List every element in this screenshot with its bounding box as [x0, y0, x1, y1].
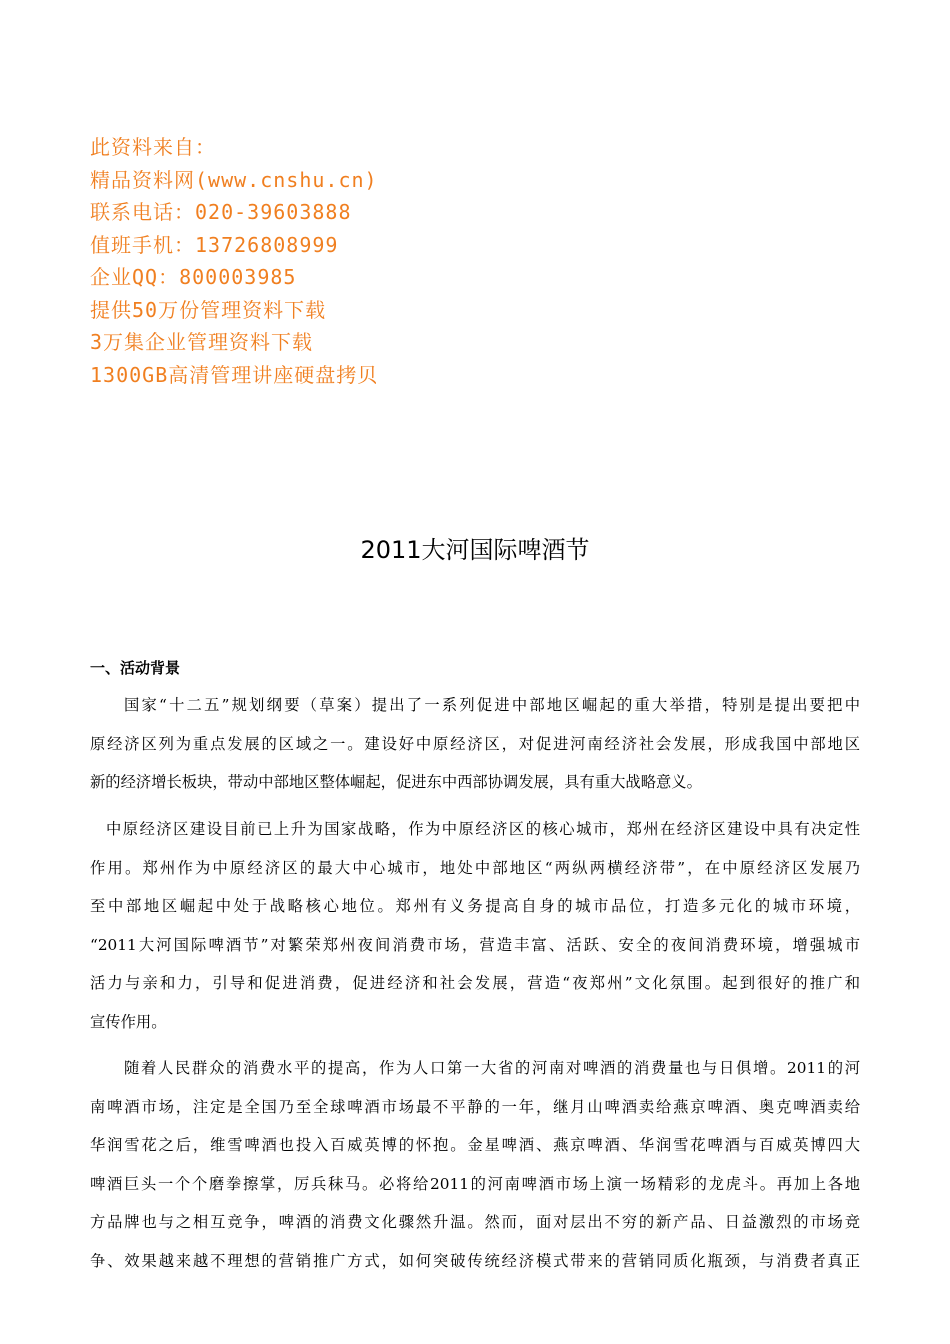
paragraph-line: 中原经济区建设目前已上升为国家战略，作为中原经济区的核心城市，郑州在经济区建设中具有决定性 — [106, 820, 860, 838]
source-line-offer-1: 提供50万份管理资料下载 — [90, 297, 327, 322]
source-line-phone: 联系电话：020-39603888 — [90, 200, 352, 224]
paragraph-line: 至中部地区崛起中处于战略核心地位。郑州有义务提高自身的城市品位，打造多元化的城市环境， — [90, 897, 860, 915]
paragraph-1 — [90, 686, 860, 802]
paragraph-line: 随着人民群众的消费水平的提高，作为人口第一大省的河南对啤酒的消费量也与日俱增。2011的河 — [124, 1059, 860, 1077]
paragraph-line: 方品牌也与之相互竞争，啤酒的消费文化骤然升温。然而，面对层出不穷的新产品、日益激烈的市场竞 — [90, 1213, 860, 1231]
paragraph-line: 原经济区列为重点发展的区域之一。建设好中原经济区，对促进河南经济社会发展，形成我国中部地区 — [90, 734, 860, 753]
source-line-qq: 企业QQ：800003985 — [90, 265, 297, 289]
source-line-offer-2: 3万集企业管理资料下载 — [90, 330, 314, 354]
paragraph-line: 啤酒巨头一个个磨拳擦掌，厉兵秣马。必将给2011的河南啤酒市场上演一场精彩的龙虎斗。再加上各地 — [90, 1174, 860, 1193]
paragraph-line: 华润雪花之后，维雪啤酒也投入百威英博的怀抱。金星啤酒、燕京啤酒、华润雪花啤酒与百威英博四大 — [90, 1136, 860, 1154]
document-title: 2011大河国际啤酒节 — [360, 536, 590, 564]
paragraph-line: 作用。郑州作为中原经济区的最大中心城市，地处中部地区“两纵两横经济带”，在中原经济区发展乃 — [90, 858, 860, 877]
source-line-offer-3: 1300GB高清管理讲座硬盘拷贝 — [90, 362, 379, 387]
source-line-mobile: 值班手机：13726808999 — [90, 232, 339, 257]
paragraph-line: 国家“十二五”规划纲要（草案）提出了一系列促进中部地区崛起的重大举措，特别是提出要把中 — [124, 696, 860, 714]
section-heading: 一、活动背景 — [90, 659, 181, 677]
paragraph-line: “2011大河国际啤酒节”对繁荣郑州夜间消费市场，营造丰富、活跃、安全的夜间消费环境，增强城市 — [90, 935, 860, 954]
paragraph-line: 宣传作用。 — [90, 1012, 167, 1031]
paragraph-3 — [90, 1049, 860, 1280]
paragraph-line: 争、效果越来越不理想的营销推广方式，如何突破传统经济模式带来的营销同质化瓶颈，与消费者真正 — [90, 1251, 860, 1270]
paragraph-2 — [90, 810, 860, 1041]
source-line-website: 精品资料网(www.cnshu.cn) — [90, 167, 378, 192]
paragraph-line: 南啤酒市场，注定是全国乃至全球啤酒市场最不平静的一年，继月山啤酒卖给燕京啤酒、奥克啤酒卖给 — [90, 1097, 860, 1116]
paragraph-line: 新的经济增长板块，带动中部地区整体崛起，促进东中西部协调发展，具有重大战略意义。 — [90, 773, 702, 791]
paragraph-line: 活力与亲和力，引导和促进消费，促进经济和社会发展，营造“夜郑州”文化氛围。起到很好的推广和 — [90, 974, 860, 992]
source-line-origin: 此资料来自： — [90, 135, 216, 159]
source-info-block — [90, 131, 690, 391]
